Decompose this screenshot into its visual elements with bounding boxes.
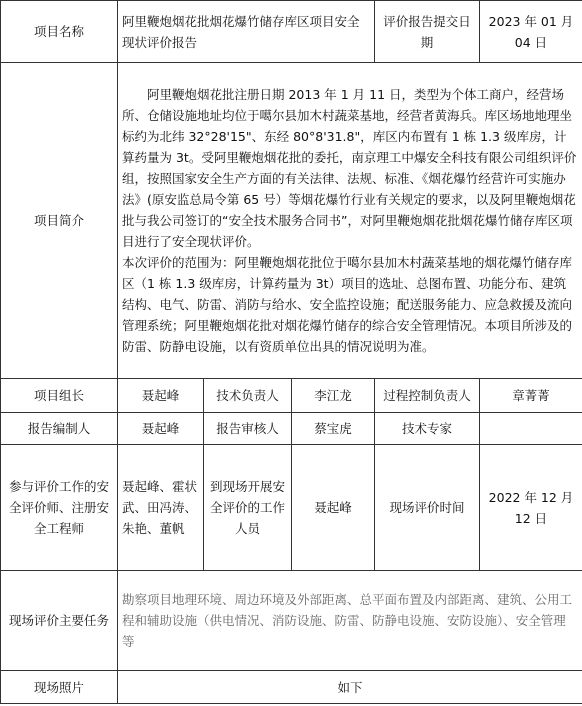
process-lead-label: 过程控制负责人 [375,379,480,413]
intro-paragraph-1: 阿里鞭炮烟花批注册日期 2013 年 1 月 11 日，类型为个体工商户，经营场所、仓储设施地址均位于噶尔县加木村蔬菜基地，经营者黄海兵。库区场地地理坐标约为北纬 32°28'15"、东经 80°8'31.8"，库区内布置有 1 栋 1.3 级库房，计算药量为 3t。受阿里鞭炮烟花批的委托，南京理工中爆安全科技有限公司组织评价组，按照国家安全生产方面的有关法律、法规、标准、《烟花爆竹经营许可实施办法》(原安监总局令第 65 号）等烟花爆竹行业有关规定的要求，以及阿里鞭炮烟花批与我公司签订的“安全技术服务合同书”，对阿里鞭炮烟花批烟花爆竹储存库区项目进行了安全现状评价。 [122,87,577,249]
photos-label: 现场照片 [1,671,118,704]
onsite-staff-label: 到现场开展安全评价的工作人员 [204,445,292,571]
onsite-time-value: 2022 年 12 月 12 日 [480,445,582,571]
leader-label: 项目组长 [1,379,118,413]
photos-value: 如下 [118,671,582,704]
assessors-value: 聂起峰、霍状武、田冯涛、朱艳、董帆 [118,445,204,571]
onsite-staff-value: 聂起峰 [292,445,375,571]
submit-date-value: 2023 年 01 月 04 日 [480,1,582,63]
intro-content [118,63,582,379]
project-name-label: 项目名称 [1,1,118,63]
expert-label: 技术专家 [375,413,480,445]
compiler-label: 报告编制人 [1,413,118,445]
submit-date-label: 评价报告提交日期 [375,1,480,63]
expert-value [480,413,582,445]
process-lead-value: 章菁菁 [480,379,582,413]
leader-value: 聂起峰 [118,379,204,413]
reviewer-label: 报告审核人 [204,413,292,445]
tasks-value: 勘察项目地理环境、周边环境及外部距离、总平面布置及内部距离、建筑、公用工程和辅助设施（供电情况、消防设施、防雷、防静电设施、安防设施）、安全管理等 [118,571,582,671]
intro-label: 项目简介 [1,63,118,379]
tech-lead-label: 技术负责人 [204,379,292,413]
tech-lead-value: 李江龙 [292,379,375,413]
project-name-value: 阿里鞭炮烟花批烟花爆竹储存库区项目安全现状评价报告 [118,1,375,63]
tasks-label: 现场评价主要任务 [1,571,118,671]
assessors-label: 参与评价工作的安全评价师、注册安全工程师 [1,445,118,571]
intro-paragraph-2: 本次评价的范围为：阿里鞭炮烟花批位于噶尔县加木村蔬菜基地的烟花爆竹储存库区（1 栋 1.3 级库房，计算药量为 3t）项目的选址、总图布置、功能分布、建筑结构、电气、防雷、消防与给水、安全监控设施；配送服务能力、应急救援及流向管理系统；阿里鞭炮烟花批对烟花爆竹储存的综合安全管理情况。本项目所涉及的防雷、防静电设施，以有资质单位出具的情况说明为准。 [122,255,573,354]
reviewer-value: 蔡宝虎 [292,413,375,445]
compiler-value: 聂起峰 [118,413,204,445]
onsite-time-label: 现场评价时间 [375,445,480,571]
